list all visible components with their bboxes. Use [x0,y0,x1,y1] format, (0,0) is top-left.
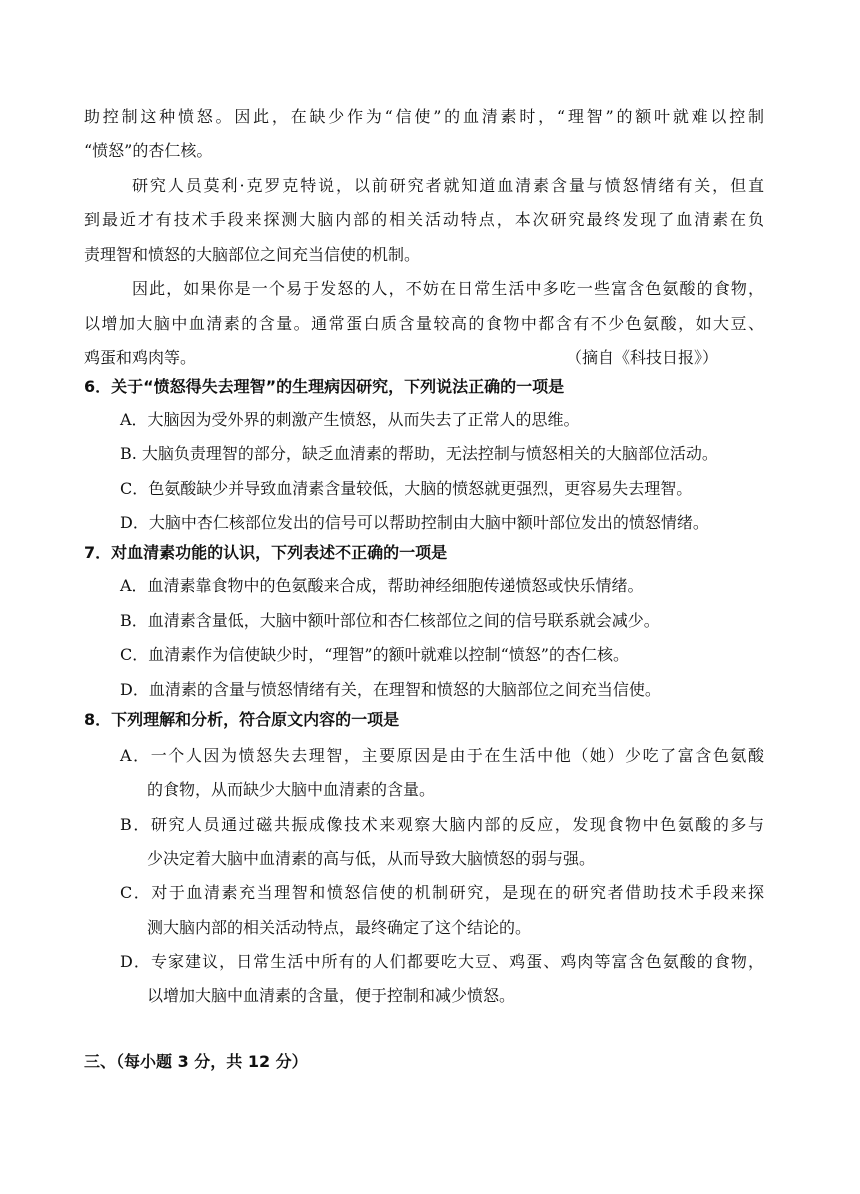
question-stem: 8．下列理解和分析，符合原文内容的一项是 [84,710,400,729]
passage-line: 研究人员莫利·克罗克特说，以前研究者就知道血清素含量与愤怒情绪有关，但直 [132,176,764,195]
section-heading: 三、（每小题 3 分，共 12 分） [84,1052,308,1071]
answer-option: A．一个人因为愤怒失去理智，主要原因是由于在生活中他（她）少吃了富含色氨酸 [120,746,764,765]
answer-option: C．血清素作为信使缺少时，“理智”的额叶就难以控制“愤怒”的杏仁核。 [120,645,629,664]
answer-option: C．对于血清素充当理智和愤怒信使的机制研究，是现在的研究者借助技术手段来探 [120,883,764,902]
passage-line: 鸡蛋和鸡肉等。 [84,348,197,367]
passage-line: 以增加大脑中血清素的含量。通常蛋白质含量较高的食物中都含有不少色氨酸，如大豆、 [84,314,764,333]
answer-option-continued: 少决定着大脑中血清素的高与低，从而导致大脑愤怒的弱与强。 [147,849,596,868]
answer-option: A．血清素靠食物中的色氨酸来合成，帮助神经细胞传递愤怒或快乐情绪。 [120,576,644,595]
passage-line: 助控制这种愤怒。因此，在缺少作为“信使”的血清素时，“理智”的额叶就难以控制 [84,107,764,126]
passage-line: 到最近才有技术手段来探测大脑内部的相关活动特点，本次研究最终发现了血清素在负 [84,210,764,229]
answer-option: D．血清素的含量与愤怒情绪有关，在理智和愤怒的大脑部位之间充当信使。 [120,680,661,699]
question-stem: 7．对血清素功能的认识，下列表述不正确的一项是 [84,543,448,562]
question-stem: 6．关于“愤怒得失去理智”的生理病因研究，下列说法正确的一项是 [84,377,565,396]
answer-option: D．大脑中杏仁核部位发出的信号可以帮助控制由大脑中额叶部位发出的愤怒情绪。 [120,513,709,532]
answer-option-continued: 以增加大脑中血清素的含量，便于控制和减少愤怒。 [147,986,516,1005]
answer-option: A．大脑因为受外界的刺激产生愤怒，从而失去了正常人的思维。 [120,410,580,429]
answer-option: B．研究人员通过磁共振成像技术来观察大脑内部的反应，发现食物中色氨酸的多与 [120,815,764,834]
passage-line: “愤怒”的杏仁核。 [84,141,213,160]
source-citation: （摘自《科技日报》） [566,348,719,367]
passage-line: 因此，如果你是一个易于发怒的人，不妨在日常生活中多吃一些富含色氨酸的食物， [132,279,764,298]
answer-option: B．血清素含量低，大脑中额叶部位和杏仁核部位之间的信号联系就会减少。 [120,611,660,630]
passage-line: 责理智和愤怒的大脑部位之间充当信使的机制。 [84,245,421,264]
answer-option: D．专家建议，日常生活中所有的人们都要吃大豆、鸡蛋、鸡肉等富含色氨酸的食物， [120,952,764,971]
answer-option-continued: 的食物，从而缺少大脑中血清素的含量。 [147,780,436,799]
answer-option-continued: 测大脑内部的相关活动特点，最终确定了这个结论的。 [147,918,532,937]
answer-option: C．色氨酸缺少并导致血清素含量较低，大脑的愤怒就更强烈，更容易失去理智。 [120,479,693,498]
answer-option: B. 大脑负责理智的部分，缺乏血清素的帮助，无法控制与愤怒相关的大脑部位活动。 [120,444,718,463]
